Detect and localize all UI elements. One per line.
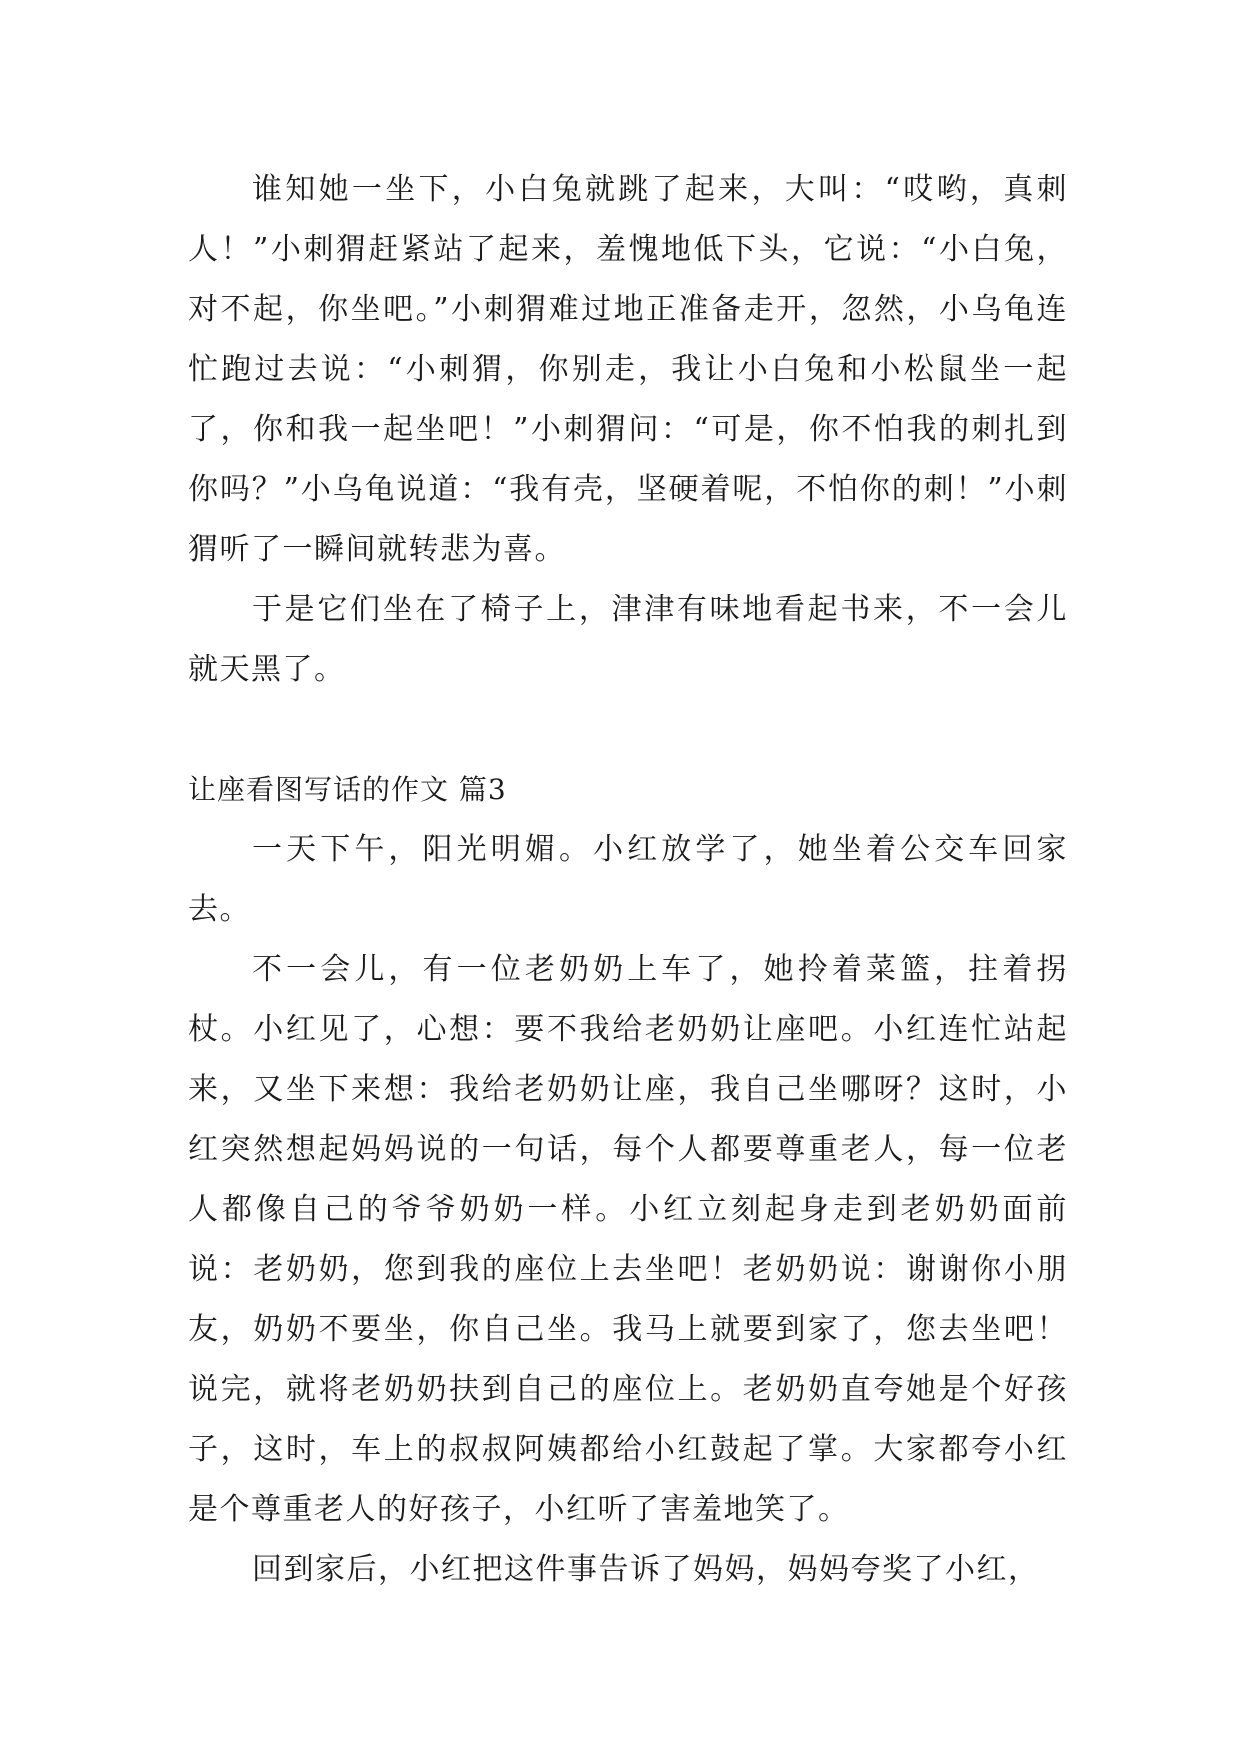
story-paragraph: 回到家后，小红把这件事告诉了妈妈，妈妈夸奖了小红， [252,1552,1040,1587]
story-paragraph: 谁知她一坐下，小白兔就跳了起来，大叫：“哎哟，真刺人！”小刺猬赶紧站了起来，羞愧地低下头，它说：“小白兔，对不起，你坐吧。”小刺猬难过地正准备走开，忽然，小乌龟连忙跑过去说：“小刺猬，你别走，我让小白兔和小松鼠坐一起了，你和我一起坐吧！”小刺猬问：“可是，你不怕我的刺扎到你吗？”小乌龟说道：“我有壳，坚硬着呢，不怕你的刺！”小刺猬听了一瞬间就转悲为喜。 [188,172,1068,567]
story-paragraph: 一天下午，阳光明媚。小红放学了，她坐着公交车回家去。 [188,832,1068,927]
section-heading: 让座看图写话的作文 篇3 [188,773,507,806]
story-paragraph: 于是它们坐在了椅子上，津津有味地看起书来，不一会儿就天黑了。 [188,592,1068,687]
document-body [188,160,1068,1600]
story-paragraph: 不一会儿，有一位老奶奶上车了，她拎着菜篮，拄着拐杖。小红见了，心想：要不我给老奶奶让座吧。小红连忙站起来，又坐下来想：我给老奶奶让座，我自己坐哪呀？这时，小红突然想起妈妈说的一句话，每个人都要尊重老人，每一位老人都像自己的爷爷奶奶一样。小红立刻起身走到老奶奶面前说：老奶奶，您到我的座位上去坐吧！老奶奶说：谢谢你小朋友，奶奶不要坐，你自己坐。我马上就要到家了，您去坐吧！说完，就将老奶奶扶到自己的座位上。老奶奶直夸她是个好孩子，这时，车上的叔叔阿姨都给小红鼓起了掌。大家都夸小红是个尊重老人的好孩子，小红听了害羞地笑了。 [188,952,1068,1527]
